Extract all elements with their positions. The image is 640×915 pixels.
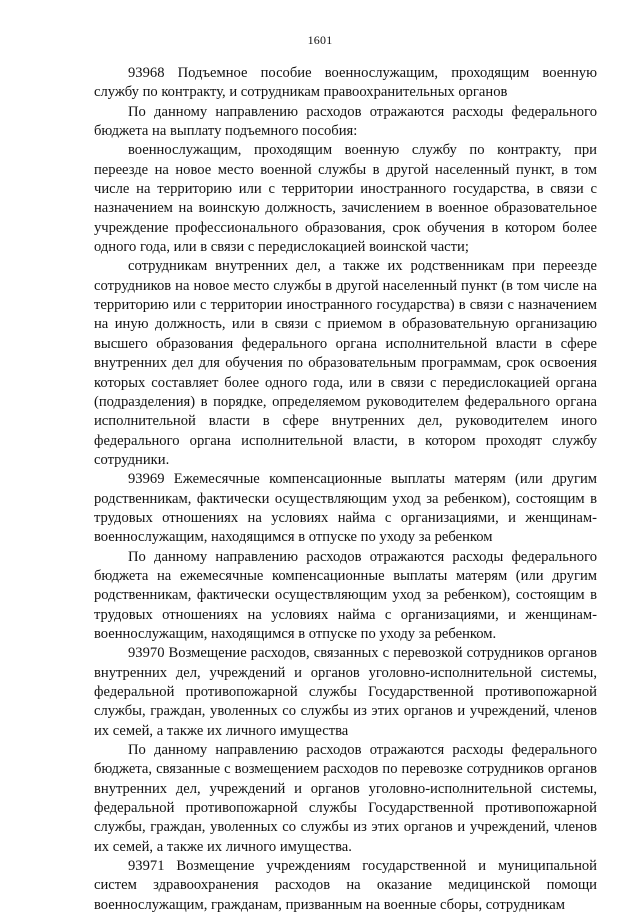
paragraph: По данному направлению расходов отражаются расходы федерального бюджета на выплату подъемного пособия: bbox=[94, 103, 597, 140]
section-heading-93969: 93969 Ежемесячные компенсационные выплаты матерям (или другим родственникам, фактически осуществляющим уход за ребенком), состоящим в трудовых отношениях на условиях найма с организациями, и женщинам-военнослужащим, находящимся в отпуске по уходу за ребенком bbox=[94, 471, 597, 546]
paragraph: военнослужащим, проходящим военную службу по контракту, при переезде на новое место военной службы в другой населенный пункт, в том числе на территорию или с территории иностранного государства, в связи с назначением на воинскую должность, зачислением в военное образовательное учреждение профессионального образования, срок обучения в котором более одного года, или в связи с передислокацией воинской части; bbox=[94, 142, 597, 256]
section-heading-93971: 93971 Возмещение учреждениям государственной и муниципальной систем здравоохранения расходов на оказание медицинской помощи военнослужащим, гражданам, призванным на военные сборы, сотрудникам bbox=[94, 858, 597, 913]
page-number: 1601 bbox=[307, 33, 333, 47]
paragraph: По данному направлению расходов отражаются расходы федерального бюджета, связанные с возмещением расходов по перевозке сотрудников органов внутренних дел, учреждений и органов уголовно-исполнительной системы, федеральной противопожарной службы Государственной противопожарной службы, граждан, уволенных со службы из этих органов и учреждений, членов их семей, а также их личного имущества. bbox=[94, 742, 597, 855]
paragraph: По данному направлению расходов отражаются расходы федерального бюджета на ежемесячные компенсационные выплаты матерям (или другим родственникам, фактически осуществляющим уход за ребенком), состоящим в трудовых отношениях на условиях найма с организациями, и женщинам-военнослужащим, находящимся в отпуске по уходу за ребенком. bbox=[94, 548, 597, 642]
section-heading-93968: 93968 Подъемное пособие военнослужащим, проходящим военную службу по контракту, и сотрудникам правоохранительных органов bbox=[94, 65, 597, 101]
document-body bbox=[94, 64, 597, 915]
paragraph: сотрудникам внутренних дел, а также их родственникам при переезде сотрудников на новое место службы в другой населенный пункт (в том числе на территорию или с территории иностранного государства) в связи с назначением на иную должность, или в связи с приемом в образовательную организацию высшего образования федерального органа исполнительной власти в сфере внутренних дел для обучения по образовательным программам, срок освоения которых составляет более одного года, или в связи с передислокацией органа (подразделения) в порядке, определяемом руководителем федерального органа исполнительной власти в сфере внутренних дел, руководителем иного федерального органа исполнительной власти, в котором проходят службу сотрудники. bbox=[94, 258, 597, 468]
section-heading-93970: 93970 Возмещение расходов, связанных с перевозкой сотрудников органов внутренних дел, учреждений и органов уголовно-исполнительной системы, федеральной противопожарной службы Государственной противопожарной службы, граждан, уволенных со службы из этих органов и учреждений, членов их семей, а также их личного имущества bbox=[94, 645, 597, 739]
